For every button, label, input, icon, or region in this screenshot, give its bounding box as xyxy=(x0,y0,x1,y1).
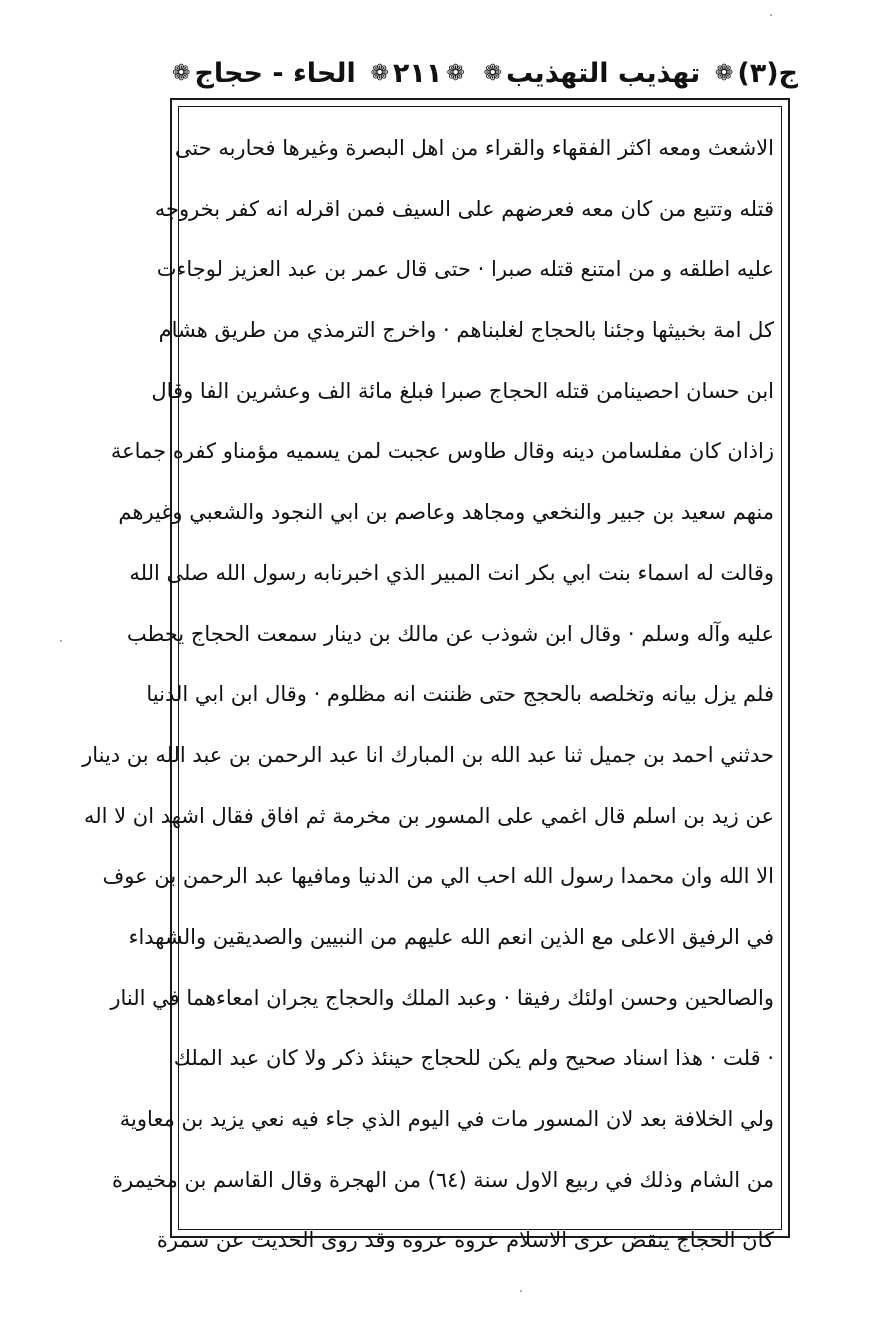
text-line: · قلت · هذا اسناد صحيح ولم يكن للحجاج حينئذ ذكر ولا كان عبد الملك xyxy=(173,1046,774,1071)
text-line: منهم سعيد بن جبير والنخعي ومجاهد وعاصم بن ابي النجود والشعبي وغيرهم xyxy=(118,500,774,525)
text-line: عليه وآله وسلم · وقال ابن شوذب عن مالك بن دينار سمعت الحجاج يخطب xyxy=(126,621,774,646)
text-line: عليه اطلقه و من امتنع قتله صبرا · حتى قال عمر بن عبد العزيز لوجاءت xyxy=(156,257,774,282)
section-title: الحاء - حجاج xyxy=(194,57,356,89)
ornament-icon: ❁ xyxy=(172,60,191,86)
text-line: ولي الخلافة بعد لان المسور مات في اليوم الذي جاء فيه نعي يزيد بن معاوية xyxy=(119,1107,774,1131)
text-line: عن زيد بن اسلم قال اغمي على المسور بن مخرمة ثم افاق فقال اشهد ان لا اله xyxy=(83,803,774,828)
paper-speck xyxy=(770,14,772,16)
page-header xyxy=(168,50,798,96)
ornament-icon: ❁ xyxy=(714,60,734,86)
page-number: ٢١١ xyxy=(392,57,443,89)
text-line: كل امة بخبيثها وجئنا بالحجاج لغلبناهم · واخرج الترمذي من طريق هشام xyxy=(158,318,774,343)
text-line: حدثني احمد بن جميل ثنا عبد الله بن المبارك انا عبد الرحمن بن عبد الله بن دينار xyxy=(82,742,774,767)
text-line: الا الله وان محمدا رسول الله احب الي من الدنيا ومافيها عبد الرحمن بن عوف xyxy=(102,864,774,889)
volume-label: ج(٣) xyxy=(737,57,798,89)
header-page-group xyxy=(366,58,468,89)
text-line: في الرفيق الاعلى مع الذين انعم الله عليهم من النبيين والصديقين والشهداء xyxy=(128,924,774,949)
text-line: من الشام وذلك في ربيع الاول سنة (٦٤) من الهجرة وقال القاسم بن مخيمرة xyxy=(111,1167,774,1192)
text-line: ابن حسان احصينامن قتله الحجاج صبرا فبلغ مائة الف وعشرين الفا وقال xyxy=(151,378,774,403)
header-volume-group xyxy=(711,58,798,89)
text-line: الاشعث ومعه اكثر الفقهاء والقراء من اهل البصرة وغيرها فحاربه حتى xyxy=(174,136,774,160)
text-line: قتله وتتبع من كان معه فعرضهم على السيف فمن اقرله انه كفر بخروجه xyxy=(154,196,774,221)
header-section-group xyxy=(168,58,356,89)
paper-speck xyxy=(520,1290,522,1292)
text-line: فلم يزل بيانه وتخلصه بالحجج حتى ظننت انه مظلوم · وقال ابن ابي الدنيا xyxy=(146,682,774,707)
text-line: كان الحجاج ينقض عرى الاسلام عروة عروة وقد روى الحديث عن سمرة xyxy=(156,1228,774,1253)
body-text xyxy=(82,118,774,1271)
ornament-icon: ❁ xyxy=(483,60,502,86)
book-title: تهذيب التهذيب xyxy=(505,57,701,89)
text-line: والصالحين وحسن اولئك رفيقا · وعبد الملك والحجاج يجران امعاءهما في النار xyxy=(110,985,774,1010)
text-line: وقالت له اسماء بنت ابي بكر انت المبير الذي اخبرنابه رسول الله صلى الله xyxy=(129,560,774,585)
ornament-icon: ❁ xyxy=(446,60,465,86)
ornament-icon: ❁ xyxy=(370,60,389,86)
paper-speck xyxy=(60,640,62,642)
text-line: زاذان كان مفلسامن دينه وقال طاوس عجبت لمن يسميه مؤمناو كفره جماعة xyxy=(110,439,774,464)
header-book-group xyxy=(480,58,701,89)
